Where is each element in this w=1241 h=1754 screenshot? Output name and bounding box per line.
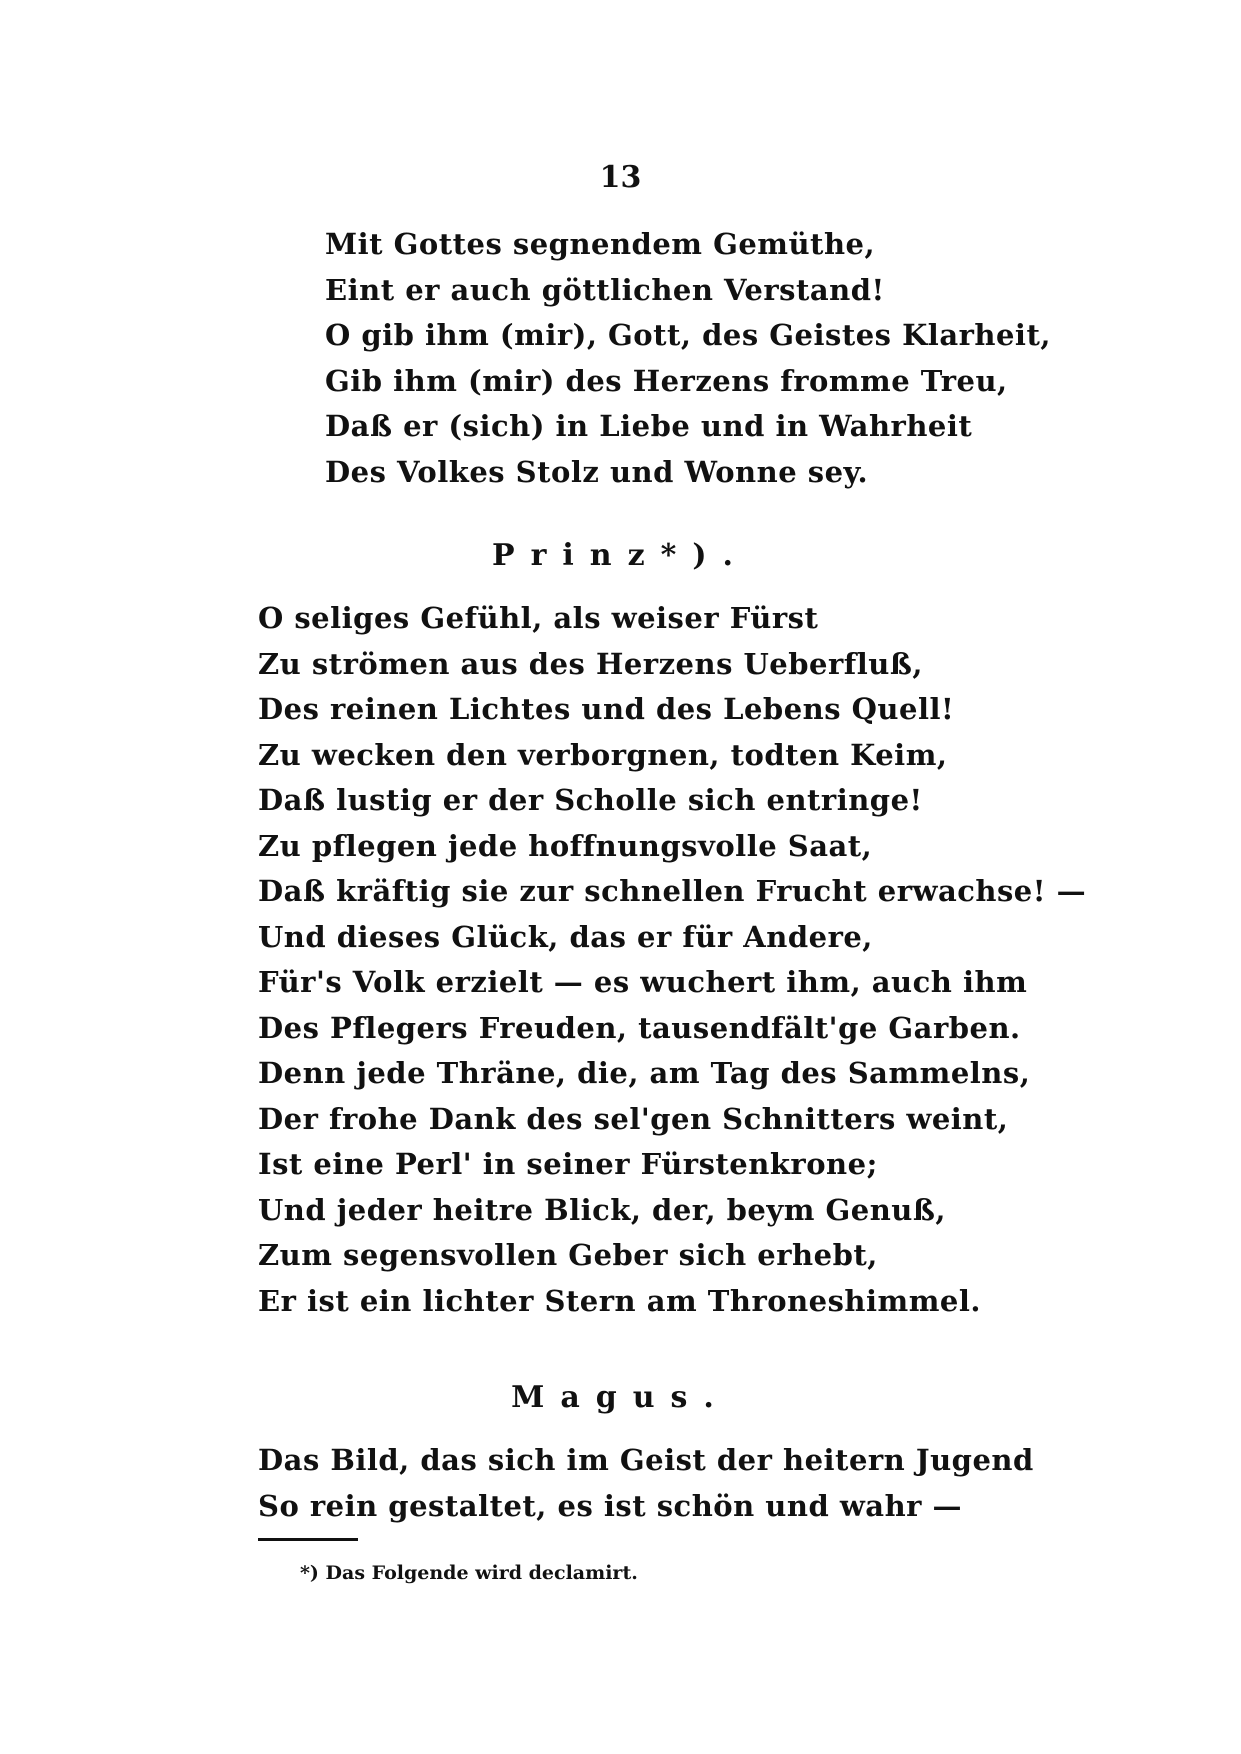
verse-line: Denn jede Thräne, die, am Tag des Sammelns,	[258, 1056, 1031, 1090]
verse-line: Ist eine Perl' in seiner Fürstenkrone;	[258, 1147, 878, 1181]
page-number: 13	[599, 160, 642, 195]
verse-line: O seliges Gefühl, als weiser Fürst	[258, 601, 819, 635]
verse-line: Des Volkes Stolz und Wonne sey.	[325, 454, 869, 489]
verse-line: Für's Volk erzielt — es wuchert ihm, auch ihm	[258, 965, 1028, 999]
verse-line: Und jeder heitre Blick, der, beym Genuß,	[258, 1192, 947, 1227]
verse-line: O gib ihm (mir), Gott, des Geistes Klarheit,	[325, 318, 1051, 352]
verse-line: Zu wecken den verborgnen, todten Keim,	[258, 737, 948, 772]
speaker-heading-prinz: Prinz*).	[492, 538, 749, 573]
verse-line: Gib ihm (mir) des Herzens fromme Treu,	[325, 363, 1008, 398]
verse-block-prinz	[258, 596, 1086, 1324]
footnote-rule	[258, 1538, 358, 1541]
verse-block-opening	[325, 222, 1051, 495]
verse-line: Des reinen Lichtes und des Lebens Quell!	[258, 692, 955, 726]
verse-line: Der frohe Dank des sel'gen Schnitters weint,	[258, 1101, 1009, 1136]
verse-line: Zu strömen aus des Herzens Ueberfluß,	[258, 646, 923, 681]
verse-line: Das Bild, das sich im Geist der heitern Jugend	[258, 1443, 1034, 1477]
verse-line: Eint er auch göttlichen Verstand!	[325, 272, 885, 307]
verse-line: Und dieses Glück, das er für Andere,	[258, 919, 873, 954]
verse-line: Daß kräftig sie zur schnellen Frucht erwachse! —	[258, 874, 1087, 908]
verse-line: Mit Gottes segnendem Gemüthe,	[325, 227, 876, 261]
verse-line: Daß er (sich) in Liebe und in Wahrheit	[325, 409, 973, 443]
verse-line: Zum segensvollen Geber sich erhebt,	[258, 1238, 878, 1272]
verse-line: So rein gestaltet, es ist schön und wahr —	[258, 1488, 963, 1523]
verse-line: Er ist ein lichter Stern am Throneshimmel.	[258, 1283, 981, 1318]
verse-line: Zu pflegen jede hoffnungsvolle Saat,	[258, 828, 873, 863]
verse-line: Des Pflegers Freuden, tausendfält'ge Garben.	[258, 1010, 1021, 1045]
verse-line: Daß lustig er der Scholle sich entringe!	[258, 783, 923, 817]
verse-block-magus	[258, 1438, 1034, 1529]
speaker-heading-magus: Magus.	[511, 1380, 730, 1415]
footnote: *) Das Folgende wird declamirt.	[300, 1562, 638, 1584]
